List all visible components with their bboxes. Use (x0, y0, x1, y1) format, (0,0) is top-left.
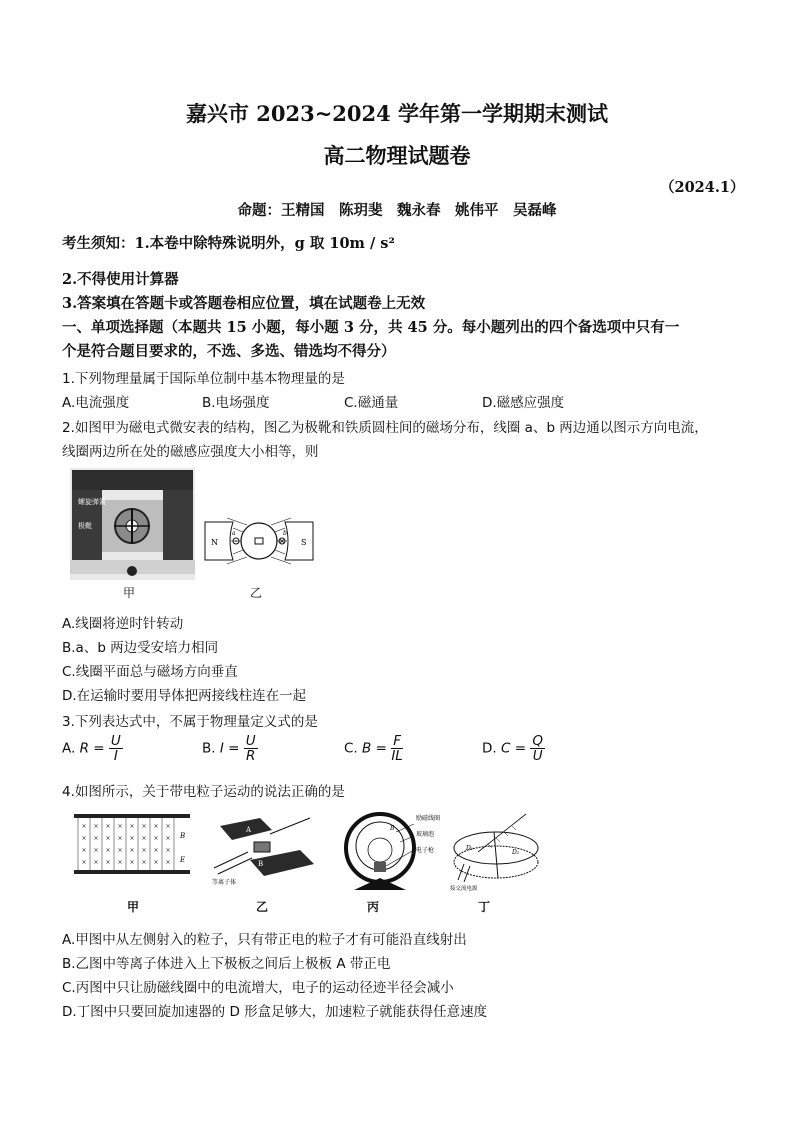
fig-label-plate-a: A (246, 826, 252, 834)
svg-text:×: × (105, 835, 111, 842)
fig-label-spring: 螺旋弹簧 (78, 498, 106, 506)
svg-text:×: × (93, 835, 99, 842)
notice-line-3: 3.答案填在答题卡或答题卷相应位置，填在试题卷上无效 (62, 295, 426, 312)
svg-text:×: × (165, 835, 171, 842)
q3-option-b: B. I = $\frac{U}{R}$ (202, 733, 256, 765)
svg-text:×: × (153, 847, 159, 854)
q1-option-a: A.电流强度 (62, 395, 130, 411)
q4-caption-ding: 丁 (478, 900, 491, 914)
q2-option-d: D.在运输时要用导体把两接线柱连在一起 (62, 688, 307, 704)
q4-caption-yi: 乙 (256, 900, 269, 914)
q4-option-b: B.乙图中等离子体进入上下极板之间后上极板 A 带正电 (62, 956, 391, 972)
section-heading-line-1: 一、单项选择题（本题共 15 小题，每小题 3 分，共 45 分。每小题列出的四个备选项中只有一 (62, 319, 680, 336)
q4-option-a: A.甲图中从左侧射入的粒子，只有带正电的粒子才有可能沿直线射出 (62, 932, 467, 948)
fig-label-d1: D₁ (466, 845, 474, 852)
q4-option-c: C.丙图中只让励磁线圈中的电流增大，电子的运动径迹半径会减小 (62, 980, 454, 996)
svg-text:×: × (129, 835, 135, 842)
q4-figure-bing (330, 806, 442, 892)
fig-label-s: S (301, 538, 307, 547)
svg-text:×: × (81, 835, 87, 842)
svg-text:×: × (129, 823, 135, 830)
fig-label-a: a (232, 530, 236, 537)
q4-stem: 4.如图所示，关于带电粒子运动的说法正确的是 (62, 784, 345, 800)
q4-caption-bing: 丙 (367, 900, 380, 914)
svg-text:×: × (129, 859, 135, 866)
section-heading-line-2: 个是符合题目要求的，不选、多选、错选均不得分） (62, 343, 396, 360)
fig-label-coil: 励磁线圈 (416, 815, 441, 822)
q2-caption-jia: 甲 (123, 586, 136, 600)
svg-text:×: × (81, 823, 87, 830)
q1-option-b: B.电场强度 (202, 395, 270, 411)
fig-label-b1: B (180, 832, 186, 840)
svg-text:×: × (117, 823, 123, 830)
svg-text:×: × (129, 847, 135, 854)
notice-line-2: 2.不得使用计算器 (62, 271, 179, 288)
q1-option-c: C.磁通量 (344, 395, 399, 411)
fig-label-b: b (283, 530, 287, 537)
q4-caption-jia: 甲 (127, 900, 140, 914)
q4-option-d: D.丁图中只要回旋加速器的 D 形盒足够大，加速粒子就能获得任意速度 (62, 1004, 488, 1020)
q2-stem-line-2: 线圈两边所在处的磁感应强度大小相等，则 (62, 444, 319, 460)
svg-text:×: × (93, 823, 99, 830)
q1-stem: 1.下列物理量属于国际单位制中基本物理量的是 (62, 371, 345, 387)
fig-label-n: N (211, 538, 218, 547)
fig-label-bulb: 玻璃泡 (416, 831, 435, 838)
q2-option-a: A.线圈将逆时针转动 (62, 616, 184, 632)
q3-option-d: D. C = $\frac{Q}{U}$ (482, 733, 543, 765)
svg-text:×: × (105, 823, 111, 830)
fig-label-d2: D₂ (512, 849, 520, 856)
authors-line: 命题：王精国 陈玥斐 魏永春 姚伟平 吴磊峰 (237, 202, 557, 219)
fig-label-pole: 极靴 (78, 522, 92, 530)
svg-text:×: × (141, 835, 147, 842)
q3-stem: 3.下列表达式中，不属于物理量定义式的是 (62, 714, 318, 730)
svg-text:×: × (141, 859, 147, 866)
exam-date: （2024.1） (660, 179, 745, 196)
fig-label-plate-b: B (258, 860, 264, 868)
svg-text:×: × (93, 847, 99, 854)
fig-label-bfield: B (390, 825, 395, 832)
svg-text:×: × (141, 847, 147, 854)
q4-figure-yi (210, 812, 320, 892)
svg-text:×: × (81, 847, 87, 854)
exam-title: 嘉兴市 2023~2024 学年第一学期期末测试 (185, 101, 609, 126)
fig-label-ac: 接交流电源 (450, 886, 478, 892)
svg-text:×: × (153, 859, 159, 866)
fig-label-gun: 电子枪 (416, 847, 435, 854)
svg-text:×: × (105, 847, 111, 854)
svg-text:×: × (117, 847, 123, 854)
svg-text:×: × (81, 859, 87, 866)
fig-label-e1: E (180, 856, 186, 864)
q3-options (62, 734, 762, 774)
q1-options (62, 391, 762, 411)
q4-figure-ding (448, 808, 544, 892)
svg-text:×: × (117, 859, 123, 866)
svg-text:×: × (141, 823, 147, 830)
q2-figure-jia (70, 468, 195, 580)
notice-line-1: 考生须知：1.本卷中除特殊说明外，g 取 10m / s² (62, 235, 395, 252)
q2-option-c: C.线圈平面总与磁场方向垂直 (62, 664, 238, 680)
q4-figure-jia (72, 810, 192, 878)
q2-caption-yi: 乙 (250, 586, 263, 600)
svg-text:×: × (93, 859, 99, 866)
q3-option-c: C. B = $\frac{F}{IL}$ (344, 733, 403, 765)
exam-subtitle: 高二物理试题卷 (323, 143, 471, 168)
svg-text:×: × (165, 823, 171, 830)
fig-label-plasma: 等离子体 (212, 879, 237, 886)
svg-text:×: × (153, 835, 159, 842)
q2-figure-yi (203, 508, 315, 574)
q3-option-a: A. R = $\frac{U}{I}$ (62, 733, 121, 765)
svg-text:×: × (105, 859, 111, 866)
q2-option-b: B.a、b 两边受安培力相同 (62, 640, 219, 656)
svg-text:×: × (165, 859, 171, 866)
q2-stem-line-1: 2.如图甲为磁电式微安表的结构，图乙为极靴和铁质圆柱间的磁场分布，线圈 a、b 两边通以图示方向电流， (62, 420, 708, 436)
svg-text:×: × (165, 847, 171, 854)
q1-option-d: D.磁感应强度 (482, 395, 565, 411)
svg-text:×: × (117, 835, 123, 842)
svg-text:×: × (153, 823, 159, 830)
